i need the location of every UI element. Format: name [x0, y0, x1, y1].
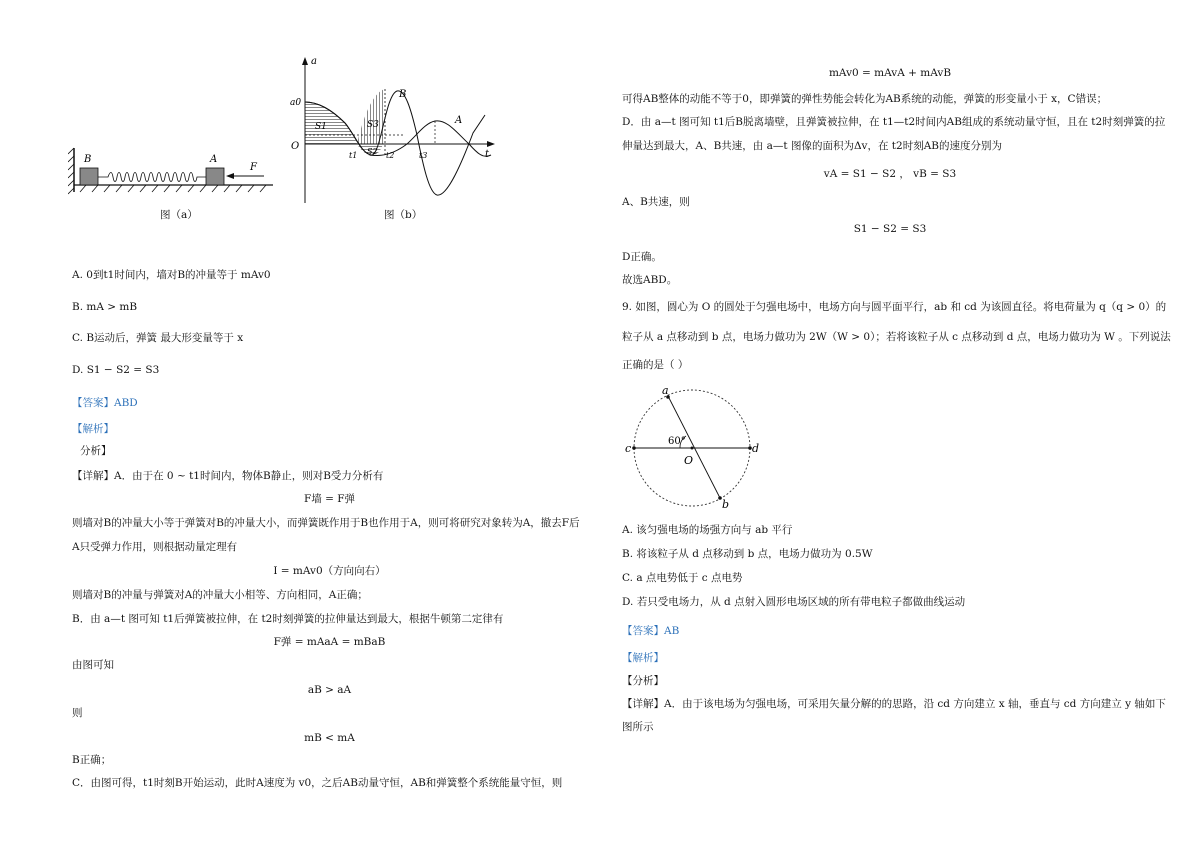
jiexi-label-2: 【解析】 — [622, 652, 664, 664]
fenxi-label-2: 【分析】 — [622, 675, 664, 687]
detail-r6: 故选ABD。 — [622, 274, 678, 286]
question-9-line3: 正确的是（ ） — [622, 359, 689, 371]
a0-label: a0 — [290, 98, 302, 108]
acceleration-time-graph — [285, 55, 500, 205]
detail-p8: B正确； — [72, 754, 112, 766]
answer-label: 【答案】ABD — [72, 397, 138, 409]
detail-p7: 则 — [72, 707, 83, 719]
detail-p3: A只受弹力作用，则根据动量定理有 — [72, 541, 238, 553]
axis-a-label: a — [311, 56, 317, 67]
equation-area: S1 − S2 = S3 — [853, 223, 927, 235]
equation-1: F墙 = F弹 — [303, 493, 356, 505]
t1-label: t1 — [349, 151, 358, 160]
circle-field-diagram — [624, 384, 764, 514]
point-d-label: d — [752, 442, 760, 455]
answer-label-2: 【答案】AB — [622, 625, 680, 637]
spring — [98, 173, 206, 182]
fig-a-caption: 图（a） — [160, 209, 198, 221]
equation-3: F弹 = mAaA = mBaB — [273, 636, 386, 648]
option-b: B. mA > mB — [72, 301, 138, 313]
block-b — [80, 168, 98, 185]
choice-d: D. 若只受电场力，从 d 点射入圆形电场区域的所有带电粒子都做曲线运动 — [622, 596, 966, 608]
detail-r1: 可得AB整体的动能不等于0，即弹簧的弹性势能会转化为AB系统的动能，弹簧的形变量小于 x，C错误； — [622, 93, 1108, 105]
detail-r4: A、B共速，则 — [622, 196, 690, 208]
s1-label: S1 — [315, 122, 327, 132]
origin-label: O — [291, 141, 300, 152]
choice-c: C. a 点电势低于 c 点电势 — [622, 572, 743, 584]
question-9-line2: 粒子从 a 点移动到 b 点，电场力做功为 2W（W > 0）；若将该粒子从 c 点移动到 d 点，电场力做功为 W 。下列说法 — [622, 331, 1171, 343]
fig-b-caption: 图（b） — [384, 209, 423, 221]
choice-a: A. 该匀强电场的场强方向与 ab 平行 — [622, 524, 793, 536]
option-d: D. S1 − S2 = S3 — [72, 364, 160, 376]
detail-r2: D．由 a—t 图可知 t1后B脱离墙壁，且弹簧被拉伸，在 t1—t2时间内AB组成的系统动量守恒，且在 t2时刻弹簧的拉 — [622, 116, 1166, 128]
curve-b-label: B — [399, 89, 407, 100]
option-c: C. B运动后，弹簧 最大形变量等于 x — [72, 332, 244, 344]
detail-p1: 【详解】A．由于在 0 ~ t1时间内，物体B静止，则对B受力分析有 — [72, 470, 384, 482]
detail-p2: 则墙对B的冲量大小等于弹簧对B的冲量大小，而弹簧既作用于B也作用于A，则可将研究对象转为A，撤去F后 — [72, 517, 580, 529]
s3-label: S3 — [367, 120, 379, 130]
detail-d1: 【详解】A．由于该电场为匀强电场，可采用矢量分解的的思路，沿 cd 方向建立 x 轴，垂直与 cd 方向建立 y 轴如下 — [622, 698, 1166, 710]
jiexi-label: 【解析】 — [72, 423, 114, 435]
detail-r3: 伸量达到最大，A、B共速，由 a—t 图像的面积为Δv，在 t2时刻AB的速度分别为 — [622, 140, 1003, 152]
s2-label: S2 — [367, 147, 378, 156]
axis-t-label: t — [485, 149, 490, 160]
equation-5: mB < mA — [304, 732, 355, 744]
equation-momentum: mAv0 = mAvA + mAvB — [828, 67, 952, 79]
point-a-label: a — [662, 384, 669, 397]
block-a — [206, 168, 224, 185]
point-c-label: c — [625, 442, 632, 455]
detail-r5: D正确。 — [622, 251, 662, 263]
detail-p9: C．由图可得，t1时刻B开始运动，此时A速度为 v0，之后AB动量守恒，AB和弹簧整个系统能量守恒，则 — [72, 777, 563, 789]
angle-label: 60° — [668, 436, 686, 447]
choice-b: B. 将该粒子从 d 点移动到 b 点，电场力做功为 0.5W — [622, 548, 873, 560]
equation-2: I = mAv0（方向向右） — [273, 565, 386, 577]
detail-p5: B．由 a—t 图可知 t1后弹簧被拉伸，在 t2时刻弹簧的拉伸量达到最大，根据牛顿第二定律有 — [72, 613, 504, 625]
detail-p6: 由图可知 — [72, 659, 114, 671]
t2-label: t2 — [386, 151, 395, 160]
option-a: A. 0到t1时间内，墙对B的冲量等于 mAv0 — [72, 269, 271, 281]
center-o-label: O — [684, 454, 694, 467]
question-9-line1: 9. 如图，圆心为 O 的圆处于匀强电场中，电场方向与圆平面平行，ab 和 cd 为该圆直径。将电荷量为 q（q > 0）的 — [622, 301, 1167, 313]
t3-label: t3 — [419, 151, 428, 160]
detail-d2: 图所示 — [622, 721, 654, 733]
label-f: F — [250, 162, 257, 173]
fenxi-label: 分析】 — [80, 445, 112, 457]
detail-p4: 则墙对B的冲量与弹簧对A的冲量大小相等、方向相同，A正确； — [72, 589, 368, 601]
curve-a-label: A — [455, 115, 463, 126]
equation-velocity: vA = S1 − S2 ， vB = S3 — [823, 168, 957, 180]
equation-4: aB > aA — [307, 684, 352, 696]
label-a: A — [210, 154, 218, 165]
label-b: B — [84, 154, 92, 165]
point-b-label: b — [722, 498, 730, 511]
spring-block-diagram — [68, 140, 278, 200]
